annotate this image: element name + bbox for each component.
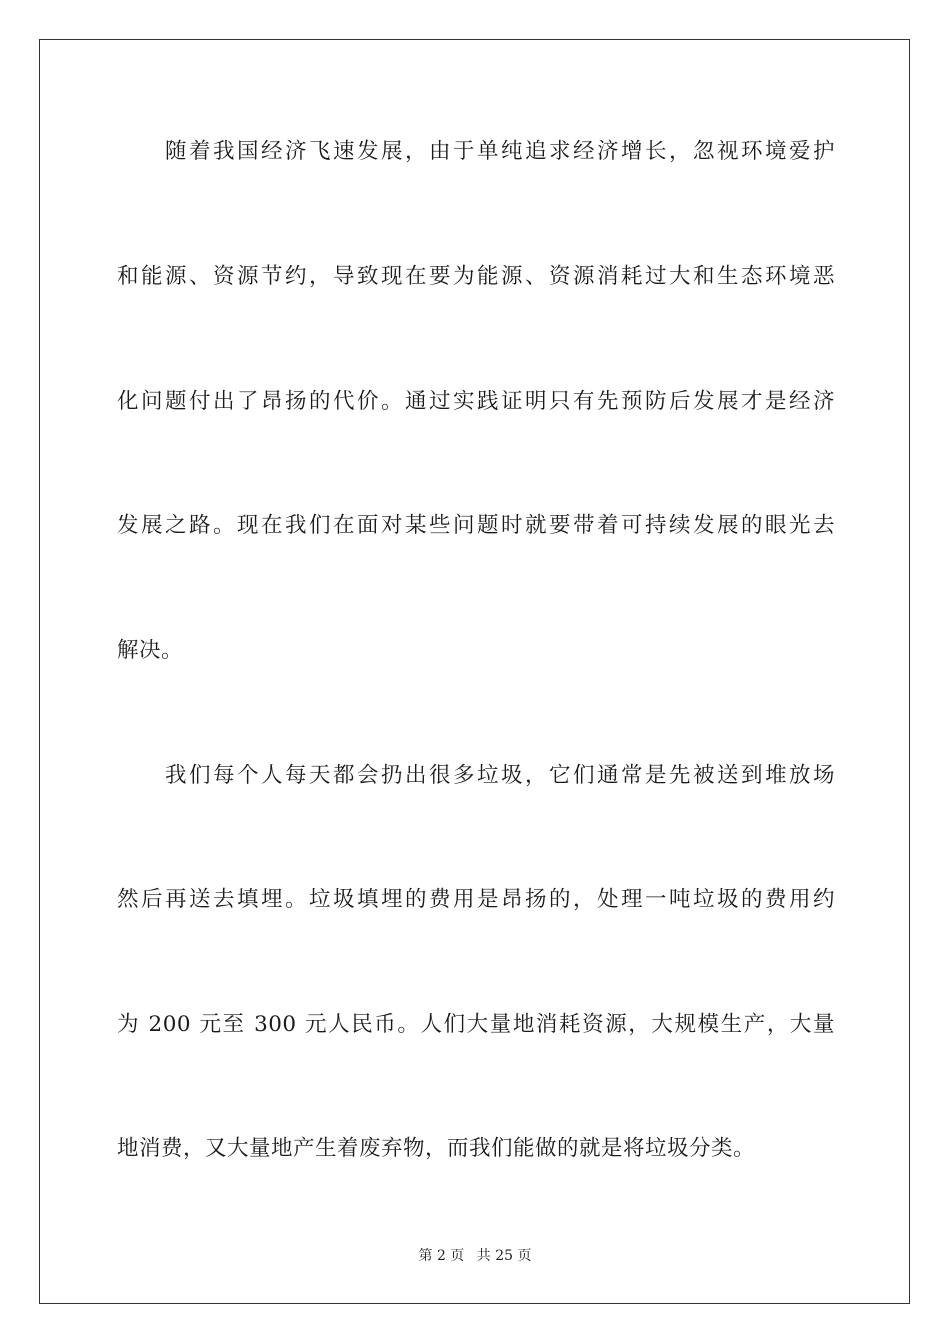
paragraph-2-line-2: 然后再送去填埋。垃圾填埋的费用是昂扬的，处理一吨垃圾的费用约 [117, 887, 835, 912]
paragraph-2-line-3: 为 200 元至 300 元人民币。人们大量地消耗资源，大规模生产，大量 [117, 1012, 835, 1037]
page-total: 共 25 页 [476, 1248, 532, 1264]
page-number: 第 2 页 [418, 1248, 465, 1264]
paragraph-1-line-2: 和能源、资源节约，导致现在要为能源、资源消耗过大和生态环境恶 [117, 264, 835, 289]
page-border [39, 39, 910, 1304]
paragraph-2-line-1: 我们每个人每天都会扔出很多垃圾，它们通常是先被送到堆放场 [165, 763, 835, 788]
paragraph-1-line-5: 解决。 [117, 638, 184, 663]
paragraph-2-line-4: 地消费，又大量地产生着废弃物，而我们能做的就是将垃圾分类。 [117, 1136, 756, 1161]
page-footer [0, 1245, 950, 1265]
paragraph-1-line-4: 发展之路。现在我们在面对某些问题时就要带着可持续发展的眼光去 [117, 513, 835, 538]
paragraph-1-line-3: 化问题付出了昂扬的代价。通过实践证明只有先预防后发展才是经济 [117, 389, 835, 414]
paragraph-1-line-1: 随着我国经济飞速发展，由于单纯追求经济增长，忽视环境爱护 [165, 139, 835, 164]
